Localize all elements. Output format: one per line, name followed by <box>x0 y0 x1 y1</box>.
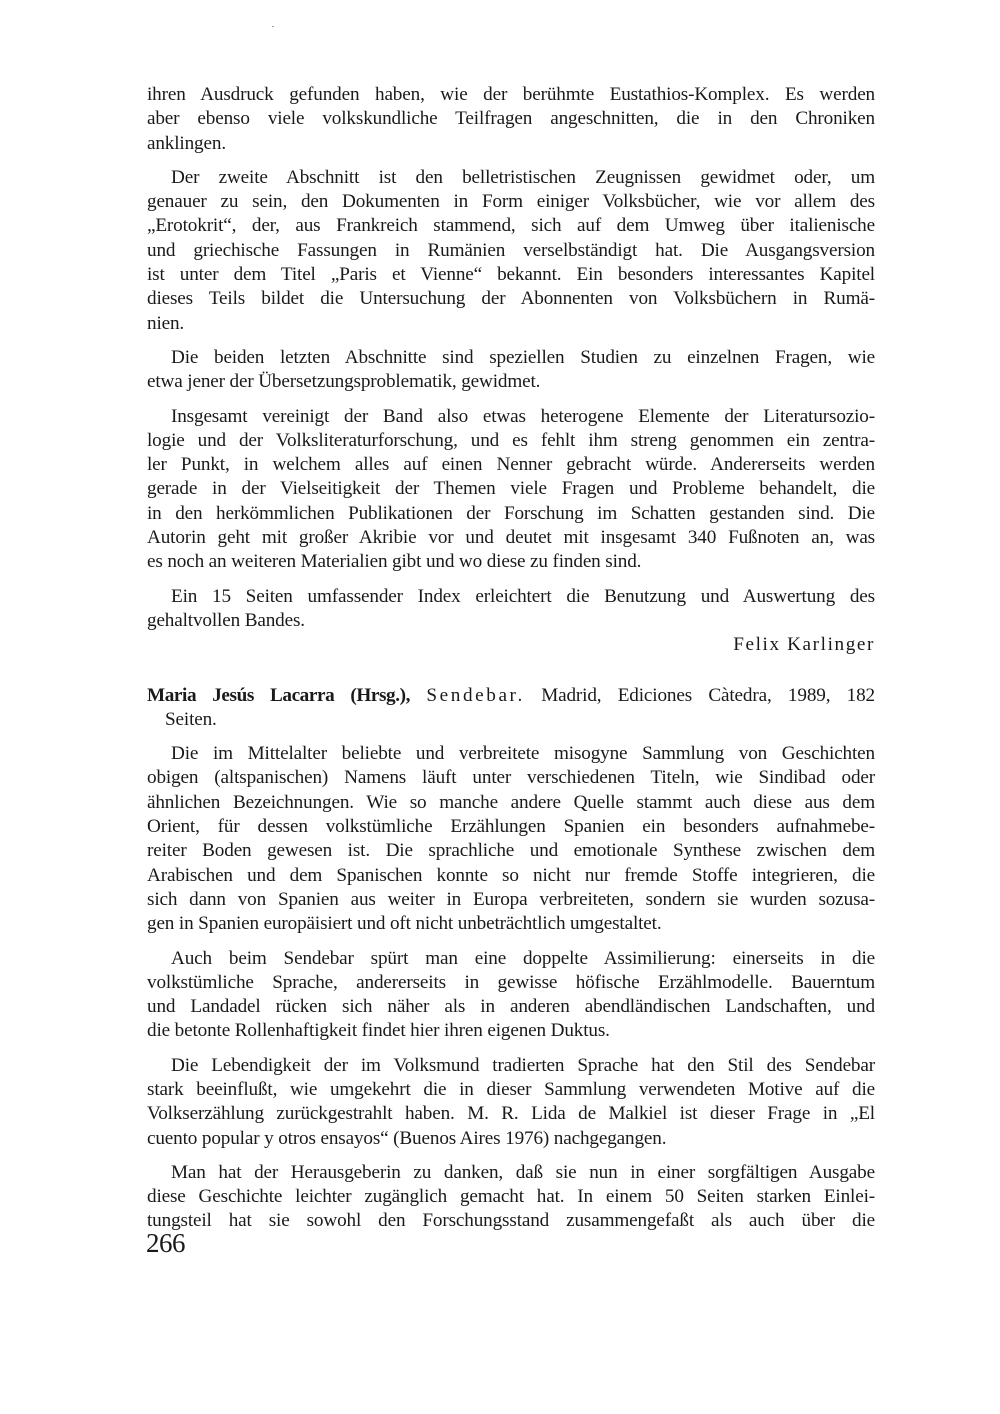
reviewer-signature: Felix Karlinger <box>733 634 875 656</box>
text-line: nien. <box>147 312 185 334</box>
text-line: Arabischen und dem Spanischen konnte so nicht nur fremde Stoffe integrieren, die <box>147 864 875 886</box>
text-line: genauer zu sein, den Dokumenten in Form einiger Volksbücher, wie vor allem des <box>147 191 875 213</box>
text-line: Autorin geht mit großer Akribie vor und deutet mit insgesamt 340 Fußnoten an, was <box>147 527 875 549</box>
text-line: Insgesamt vereinigt der Band also etwas heterogene Elemente der Literatursozio- <box>171 405 875 427</box>
text-line: und Landadel rücken sich näher als in anderen abendländischen Landschaften, und <box>147 996 875 1018</box>
text-line: Der zweite Abschnitt ist den belletristischen Zeugnissen gewidmet oder, um <box>171 166 875 188</box>
text-line: und griechische Fassungen in Rumänien verselbständigt hat. Die Ausgangsversion <box>147 239 875 261</box>
citation-author: Maria Jesús Lacarra (Hrsg.), <box>147 684 411 706</box>
text-line: die betonte Rollenhaftigkeit findet hier ihren eigenen Duktus. <box>147 1020 610 1042</box>
text-line: dieses Teils bildet die Untersuchung der Abonnenten von Volksbüchern in Rumä- <box>147 288 875 310</box>
text-line: tungsteil hat sie sowohl den Forschungsstand zusammengefaßt als auch über die <box>147 1210 875 1232</box>
text-line: gehaltvollen Bandes. <box>147 609 305 631</box>
text-line: gerade in der Vielseitigkeit der Themen viele Fragen und Probleme behandelt, die <box>147 478 875 500</box>
text-line: Volkserzählung zurückgestrahlt haben. M. R. Lida de Malkiel ist dieser Frage in „El <box>147 1103 875 1125</box>
text-line: anklingen. <box>147 132 226 154</box>
text-line: sich dann von Spanien aus weiter in Europa verbreiteten, sondern sie wurden sozusa- <box>147 888 875 910</box>
text-line: obigen (altspanischen) Namens läuft unter verschiedenen Titeln, wie Sindibad oder <box>147 767 875 789</box>
page-body <box>147 83 875 1234</box>
paragraph <box>147 166 875 336</box>
text-line: „Erotokrit“, der, aus Frankreich stammend, sich auf dem Umweg über italienische <box>147 215 875 237</box>
text-line: cuento popular y otros ensayos“ (Buenos Aires 1976) nachgegangen. <box>147 1127 667 1149</box>
text-line: in den herkömmlichen Publikationen der Forschung im Schatten gestanden sind. Die <box>147 502 875 524</box>
text-line: logie und der Volksliteraturforschung, und es fehlt ihm streng genommen ein zentra- <box>147 429 875 451</box>
paragraph <box>147 947 875 1044</box>
text-line: etwa jener der Übersetzungsproblematik, gewidmet. <box>147 371 541 393</box>
paragraph <box>147 1054 875 1151</box>
text-line: ihren Ausdruck gefunden haben, wie der berühmte Eustathios-Komplex. Es werden <box>147 84 875 105</box>
text-line: es noch an weiteren Materialien gibt und wo diese zu finden sind. <box>147 551 642 573</box>
paragraph <box>147 405 875 575</box>
text-line: Die Lebendigkeit der im Volksmund tradierten Sprache hat den Stil des Sendebar <box>171 1054 875 1076</box>
text-line: gen in Spanien europäisiert und oft nicht unbeträchtlich umgestaltet. <box>147 913 662 935</box>
citation-line <box>147 684 875 708</box>
text-line: Orient, für dessen volkstümliche Erzählungen Spanien ein besonders aufnahmebe- <box>147 816 875 838</box>
text-line: stark beeinflußt, wie umgekehrt die in dieser Sammlung verwendeten Motive auf die <box>147 1078 875 1100</box>
page-number: 266 <box>146 1228 185 1258</box>
book-citation <box>147 684 875 733</box>
citation-publication: Madrid, Ediciones Càtedra, 1989, 182 <box>541 684 875 706</box>
text-line: Ein 15 Seiten umfassender Index erleichtert die Benutzung und Auswertung des <box>171 585 875 607</box>
paragraph <box>147 83 875 156</box>
review-karlinger <box>147 83 875 658</box>
citation-title: Sendebar. <box>426 684 525 706</box>
paragraph <box>147 742 875 936</box>
paragraph <box>147 1161 875 1234</box>
text-line: aber ebenso viele volkskundliche Teilfragen angeschnitten, die in den Chroniken <box>147 108 875 130</box>
citation-continuation: Seiten. <box>165 708 217 730</box>
text-line: Die beiden letzten Abschnitte sind speziellen Studien zu einzelnen Fragen, wie <box>171 346 875 368</box>
review-sendebar <box>147 684 875 1234</box>
text-line: Auch beim Sendebar spürt man eine doppelte Assimilierung: einerseits in die <box>171 947 875 969</box>
paragraph <box>147 585 875 634</box>
text-line: diese Geschichte leichter zugänglich gemacht hat. In einem 50 Seiten starken Einlei- <box>147 1186 875 1208</box>
text-line: volkstümliche Sprache, andererseits in gewisse höfische Erzählmodelle. Bauerntum <box>147 971 875 993</box>
paragraph <box>147 346 875 395</box>
text-line: Man hat der Herausgeberin zu danken, daß sie nun in einer sorgfältigen Ausgabe <box>171 1161 875 1183</box>
text-line: ist unter dem Titel „Paris et Vienne“ bekannt. Ein besonders interessantes Kapitel <box>147 264 875 286</box>
text-line: reiter Boden gewesen ist. Die sprachliche und emotionale Synthese zwischen dem <box>147 840 875 862</box>
scan-artifact <box>272 26 274 27</box>
text-line: ähnlichen Bezeichnungen. Wie so manche andere Quelle stammt auch diese aus dem <box>147 791 875 813</box>
text-line: Die im Mittelalter beliebte und verbreitete misogyne Sammlung von Geschichten <box>171 743 875 765</box>
text-line: ler Punkt, in welchem alles auf einen Nenner gebracht würde. Andererseits werden <box>147 454 875 476</box>
